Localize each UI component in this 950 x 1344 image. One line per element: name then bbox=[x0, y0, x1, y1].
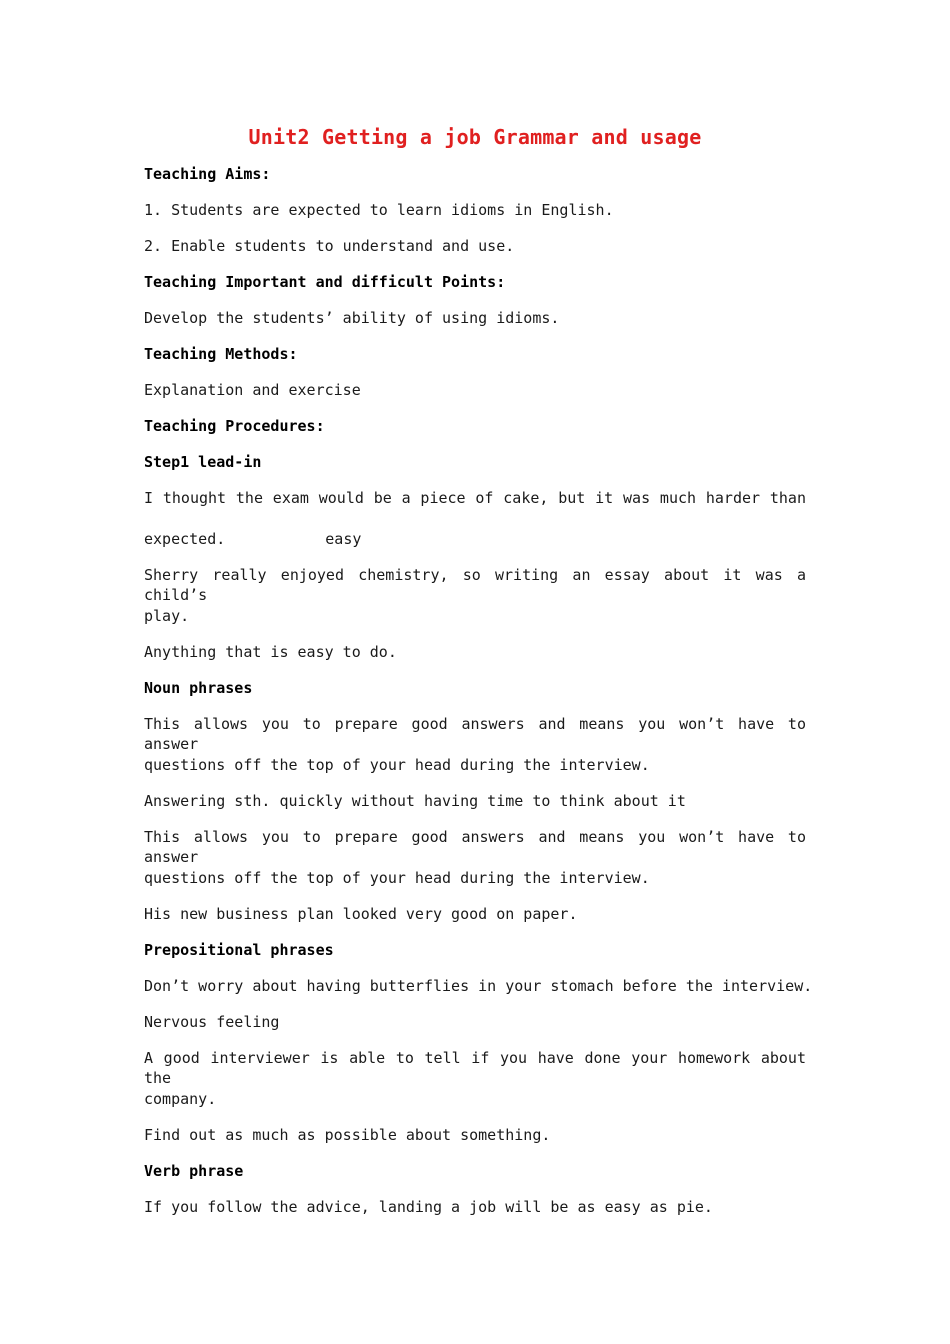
step1-sentence1-meaning: easy bbox=[325, 530, 362, 548]
step1-sentence2-meaning: Anything that is easy to do. bbox=[144, 643, 397, 661]
step1-sentence1-end: expected. bbox=[144, 530, 226, 548]
step1-sentence2-line2: play. bbox=[144, 607, 190, 625]
noun-phrases-heading: Noun phrases bbox=[144, 679, 253, 697]
verb-phrase-heading: Verb phrase bbox=[144, 1162, 244, 1180]
document-title: Unit2 Getting a job Grammar and usage bbox=[248, 125, 702, 149]
teaching-aim-1: 1. Students are expected to learn idioms in English. bbox=[144, 201, 614, 219]
prep-example1-meaning: Nervous feeling bbox=[144, 1013, 280, 1031]
step1-sentence1-line2 bbox=[144, 529, 806, 549]
teaching-procedures-heading: Teaching Procedures: bbox=[144, 417, 325, 435]
noun-example2-line1: This allows you to prepare good answers and means you won’t have to answer bbox=[144, 828, 806, 866]
noun-example1-line2: questions off the top of your head during the interview. bbox=[144, 756, 650, 774]
noun-example2-line2: questions off the top of your head during the interview. bbox=[144, 869, 650, 887]
important-points-heading: Teaching Important and difficult Points: bbox=[144, 273, 506, 291]
verb-example1: If you follow the advice, landing a job will be as easy as pie. bbox=[144, 1198, 713, 1216]
noun-example3: His new business plan looked very good on paper. bbox=[144, 905, 578, 923]
noun-example1-meaning: Answering sth. quickly without having time to think about it bbox=[144, 792, 686, 810]
step1-sentence1-line1: I thought the exam would be a piece of cake, but it was much harder than bbox=[144, 489, 806, 507]
prep-example1: Don’t worry about having butterflies in your stomach before the interview. bbox=[144, 977, 813, 995]
prep-example2-meaning: Find out as much as possible about something. bbox=[144, 1126, 551, 1144]
important-points-text: Develop the students’ ability of using idioms. bbox=[144, 309, 560, 327]
teaching-aims-heading: Teaching Aims: bbox=[144, 165, 271, 183]
prep-example2-line1: A good interviewer is able to tell if you have done your homework about the bbox=[144, 1049, 806, 1087]
prepositional-phrases-heading: Prepositional phrases bbox=[144, 941, 334, 959]
prep-example2-line2: company. bbox=[144, 1090, 217, 1108]
teaching-methods-text: Explanation and exercise bbox=[144, 381, 361, 399]
teaching-methods-heading: Teaching Methods: bbox=[144, 345, 298, 363]
noun-example1-line1: This allows you to prepare good answers and means you won’t have to answer bbox=[144, 715, 806, 753]
step1-sentence2-line1: Sherry really enjoyed chemistry, so writing an essay about it was a child’s bbox=[144, 566, 806, 604]
step1-heading: Step1 lead-in bbox=[144, 453, 262, 471]
teaching-aim-2: 2. Enable students to understand and use. bbox=[144, 237, 515, 255]
